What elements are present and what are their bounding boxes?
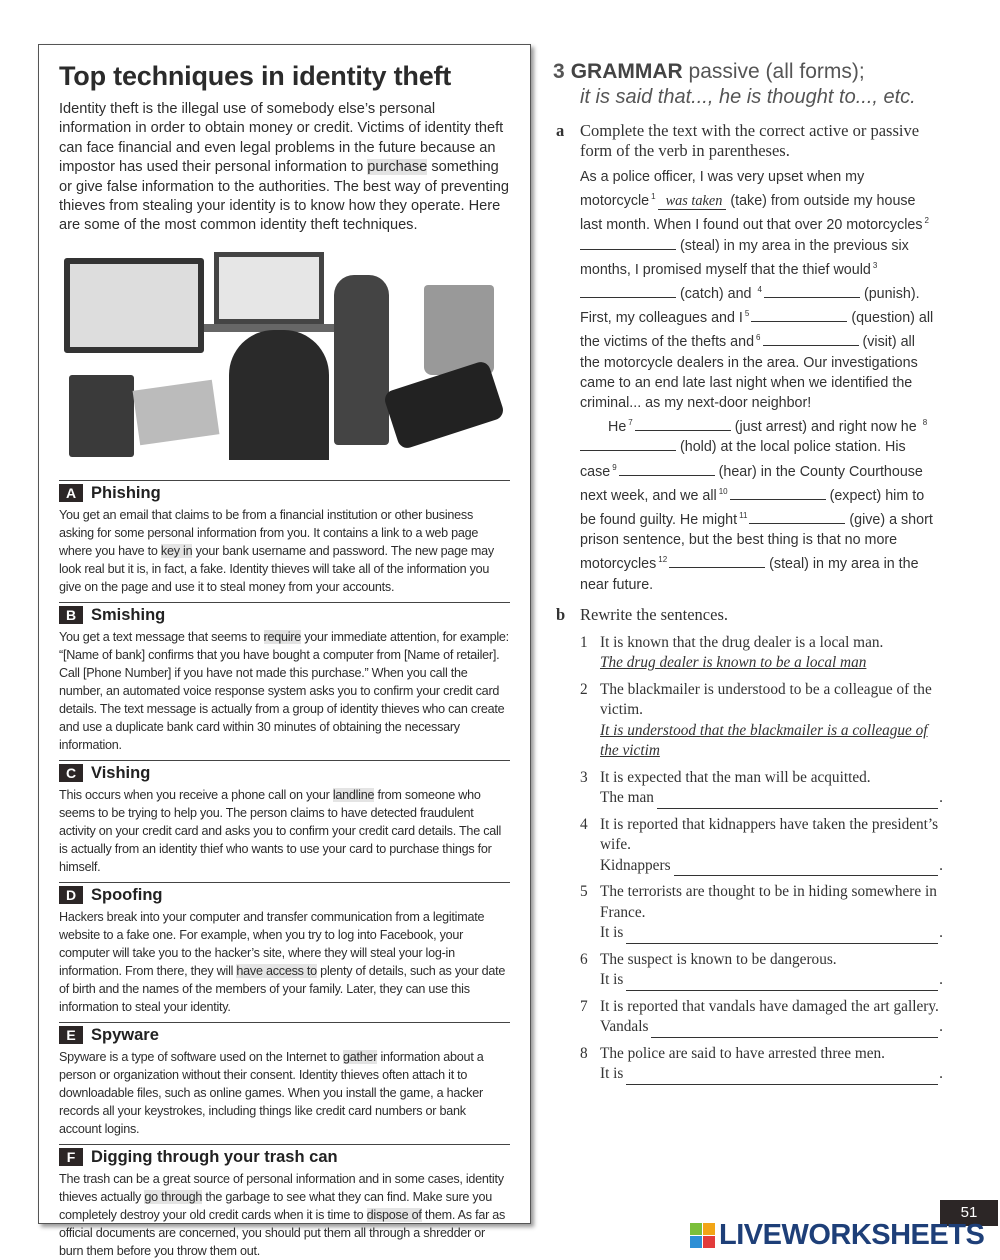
gap-12-input[interactable] [669, 554, 765, 568]
passage-text: (expect) him to be found guilty. He might [580, 487, 925, 529]
passage-text: (steal) in my area in the previous six months, I promised myself that the thief would [580, 237, 909, 278]
rewrite-item [580, 882, 943, 944]
answer-input[interactable] [651, 1024, 938, 1038]
section-body [59, 1170, 510, 1260]
gap-2-input[interactable] [580, 236, 676, 250]
thief-image [334, 275, 389, 445]
gap-8-input[interactable] [580, 437, 676, 451]
section-text: the garbage to see what they can find. Make sure you completely destroy your old credit cards when it is time to [59, 1189, 492, 1222]
rewrite-item [580, 768, 943, 809]
section-body [59, 628, 510, 754]
item-prompt: The suspect is known to be dangerous. [600, 950, 837, 968]
gap-1-answer[interactable]: was taken [658, 194, 727, 210]
section-body [59, 908, 510, 1016]
highlighted-word[interactable]: landline [332, 787, 375, 802]
item-number: 7 [580, 997, 588, 1015]
section-body [59, 786, 510, 876]
passport-image [69, 375, 134, 457]
gap-3-input[interactable] [580, 284, 676, 298]
section-title: Phishing [91, 483, 161, 502]
gap-number: 5 [744, 309, 750, 319]
businessman-phone-image [229, 330, 329, 460]
technique-section [59, 480, 510, 596]
section-text: your immediate attention, for example: “[Name of bank] confirms that you have bought a computer from [Name of retailer]. Call [Phone Number] if you have not made this purchase.” When you call the number, an automated voice response system asks you to confirm your credit card details. The text message is actually from a group of identity thieves who can create and use a duplicate bank card within 30 minutes of obtaining the necessary information. [59, 629, 509, 752]
passage-text: (give) a short prison sentence, but the best thing is that no more motorcycles [580, 512, 933, 573]
section-heading [59, 1026, 510, 1045]
section-text: You get an email that claims to be from a financial institution or other business asking for some personal information from you. It contains a link to a web page where you have to [59, 507, 479, 558]
gap-6-input[interactable] [763, 332, 859, 346]
answer-line[interactable]: The man . [600, 788, 943, 809]
section-heading [59, 764, 510, 783]
section-title: Digging through your trash can [91, 1147, 338, 1166]
section-text: your bank username and password. The new page may look real but it is, in fact, a fake. Identity thieves will take all of the information you give on the page and use it to steal money from your accounts. [59, 543, 494, 594]
section-text: Hackers break into your computer and transfer communication from a legitimate website to a fake one. For example, when you try to log into Facebook, your computer will take you to the hacker’s site, where they will steal your log-in information. From there, they will [59, 909, 485, 978]
instruction-text: Complete the text with the correct active or passive form of the verb in parentheses. [580, 121, 920, 160]
answer-start: The man [600, 789, 654, 807]
article-intro [59, 100, 510, 236]
part-b-instruction [553, 605, 943, 625]
item-prompt: The police are said to have arrested three men. [600, 1044, 885, 1062]
answer-start: It is [600, 971, 624, 989]
instruction-text: Rewrite the sentences. [580, 604, 728, 624]
section-heading [59, 886, 510, 905]
part-letter: a [556, 121, 565, 140]
section-letter: D [59, 886, 83, 904]
article-title: Top techniques in identity theft [59, 61, 452, 91]
highlighted-word[interactable]: purchase [367, 159, 428, 176]
answer-line[interactable]: Kidnappers . [600, 856, 943, 877]
highlighted-word[interactable]: go through [144, 1189, 203, 1204]
highlighted-word[interactable]: require [263, 629, 301, 644]
section-text: Spyware is a type of software used on the Internet to [59, 1049, 344, 1064]
gap-10-input[interactable] [730, 486, 826, 500]
section-text: You get a text message that seems to [59, 629, 264, 644]
answer-line[interactable]: It is . [600, 1064, 943, 1085]
gap-number: 1 [651, 192, 656, 202]
liveworksheets-logo[interactable] [690, 1219, 984, 1252]
section-title: Spoofing [91, 885, 163, 904]
part-a-instruction [553, 121, 943, 161]
answer-input[interactable] [657, 795, 938, 809]
section-title: Vishing [91, 763, 151, 782]
item-number: 3 [580, 768, 588, 786]
rewrite-item [580, 815, 943, 877]
gap-number: 2 [924, 216, 929, 226]
technique-section [59, 1022, 510, 1138]
gap-11-input[interactable] [749, 510, 845, 524]
answer-input[interactable] [626, 1071, 938, 1085]
section-text: from someone who seems to be trying to help you. The person claims to have detected fraudulent activity on your credit card and asks you to confirm your credit card details. The call is actually from an identity thief who wants to use your card to purchase things for himself. [59, 787, 502, 874]
intro-text: something or give false information to the authorities. The best way of preventing thieves from stealing your identity is to know how they operate. Here are some of the most common identity theft techniques. [59, 159, 509, 234]
page-number: 51 [940, 1200, 998, 1226]
rewrite-items [580, 633, 943, 1085]
passage-text: (visit) all the motorcycle dealers in the area. Our investigations came to an end late last night when we identified the criminal... as my next-door neighbor! [580, 334, 918, 412]
section-heading [59, 1148, 510, 1167]
grammar-label: GRAMMAR [570, 60, 683, 83]
item-answer[interactable]: The drug dealer is known to be a local man [600, 654, 867, 672]
item-number: 2 [580, 680, 588, 698]
gap-number: 6 [756, 333, 761, 343]
logo-text: LIVEWORKSHEETS [719, 1219, 985, 1251]
item-prompt: It is known that the drug dealer is a local man. [600, 633, 884, 651]
passage-text: He [608, 419, 627, 436]
reading-panel [38, 44, 531, 1258]
gap-number: 4 [757, 285, 762, 295]
grammar-topic: passive (all forms); [688, 60, 865, 83]
item-number: 6 [580, 950, 588, 968]
item-prompt: It is reported that kidnappers have taken the president’s wife. [600, 815, 939, 854]
passage-text: (punish). First, my colleagues and I [580, 286, 920, 327]
item-number: 1 [580, 633, 588, 651]
section-letter: F [59, 1148, 83, 1166]
section-text: plenty of details, such as your date of birth and the names of the members of your family. Later, they can use this information to steal your identity. [59, 963, 506, 1014]
rewrite-item [580, 997, 943, 1038]
item-number: 8 [580, 1044, 588, 1062]
section-letter: C [59, 764, 83, 782]
illustration-collage [64, 250, 509, 460]
item-prompt: The blackmailer is understood to be a colleague of the victim. [600, 680, 932, 719]
rewrite-item [580, 680, 943, 762]
passage-text: (take) from outside my house last month. When I found out that over 20 motorcycles [580, 193, 923, 234]
highlighted-word[interactable]: key in [160, 543, 193, 558]
exercise-column [553, 60, 943, 1091]
cloze-passage [580, 167, 935, 595]
section-title: Smishing [91, 605, 166, 624]
grammar-subtitle: it is said that..., he is thought to..., etc. [580, 86, 916, 108]
gap-number: 8 [922, 418, 928, 428]
item-number: 4 [580, 815, 588, 833]
passage-text: (hold) at the local police station. His case [580, 439, 906, 480]
part-letter: b [556, 604, 566, 624]
section-letter: A [59, 484, 83, 502]
logo-squares-icon [690, 1223, 715, 1248]
highlighted-word[interactable]: have access to [236, 963, 317, 978]
passage-text: (catch) and [679, 286, 752, 303]
gap-number: 12 [658, 555, 668, 565]
smartphone-image [382, 359, 505, 450]
gap-5-input[interactable] [751, 308, 847, 322]
item-prompt: It is expected that the man will be acquitted. [600, 768, 871, 786]
passage-text: (steal) in my area in the near future. [580, 556, 919, 593]
answer-start: It is [600, 924, 624, 942]
section-text: them. As far as official documents are concerned, you should put them all through a shredder or burn them before you throw them out. [59, 1207, 506, 1258]
gap-4-input[interactable] [764, 284, 860, 298]
intro-text: Identity theft is the illegal use of somebody else’s personal information in order to obtain money or credit. Victims of identity theft can face financial and even legal problems in the future because an impostor has used their personal information to [59, 101, 504, 176]
passage-text: (hear) in the County Courthouse next week, and we all [580, 463, 923, 504]
item-answer[interactable]: It is understood that the blackmailer is a colleague of the victim [600, 721, 928, 760]
section-letter: B [59, 606, 83, 624]
section-text: The trash can be a great source of personal information and in some cases, identity thieves actually [59, 1171, 504, 1204]
laptop-image [214, 252, 324, 324]
answer-start: Vandals [600, 1018, 649, 1036]
credit-cards-image [133, 380, 220, 446]
grammar-heading [553, 60, 943, 84]
answer-input[interactable] [626, 977, 938, 991]
highlighted-word[interactable]: gather [343, 1049, 378, 1064]
section-body [59, 506, 510, 596]
item-prompt: The terrorists are thought to be in hiding somewhere in France. [600, 883, 937, 921]
section-heading [59, 606, 510, 625]
gap-number: 10 [718, 486, 728, 496]
answer-input[interactable] [626, 930, 938, 944]
rewrite-item [580, 633, 943, 674]
gap-9-input[interactable] [619, 462, 715, 476]
rewrite-item [580, 1044, 943, 1085]
gap-7-input[interactable] [635, 417, 731, 431]
answer-start: It is [600, 1065, 624, 1083]
section-title: Spyware [91, 1025, 159, 1044]
gap-number: 3 [872, 260, 878, 270]
technique-section [59, 760, 510, 876]
item-number: 5 [580, 883, 588, 901]
item-prompt: It is reported that vandals have damaged the art gallery. [600, 997, 939, 1015]
gap-number: 11 [739, 511, 748, 521]
computer-monitor-image [64, 258, 204, 353]
rewrite-item [580, 950, 943, 991]
technique-section [59, 602, 510, 754]
exercise-number: 3 [553, 60, 565, 83]
passage-text: (just arrest) and right now he [734, 419, 917, 436]
technique-section [59, 882, 510, 1016]
section-text: This occurs when you receive a phone call on your [59, 787, 333, 802]
section-text: information about a person or organization without their consent. Identity thieves often attach it to downloadable files, such as online games. When you install the game, a hacker records all your keystrokes, including things like credit card numbers or bank account logins. [59, 1049, 484, 1136]
gap-number: 7 [628, 418, 633, 428]
answer-start: Kidnappers [600, 856, 671, 874]
technique-section [59, 1144, 510, 1260]
section-body [59, 1048, 510, 1138]
answer-line[interactable]: Vandals . [600, 1017, 943, 1038]
answer-input[interactable] [674, 862, 939, 876]
section-letter: E [59, 1026, 83, 1044]
passage-text: (question) all the victims of the thefts and [580, 310, 934, 351]
passage-text: As a police officer, I was very upset when my motorcycle [580, 169, 865, 210]
highlighted-word[interactable]: dispose of [366, 1207, 422, 1222]
gap-number: 9 [612, 462, 617, 472]
answer-line[interactable]: It is . [600, 923, 943, 944]
answer-line[interactable]: It is . [600, 970, 943, 991]
section-heading [59, 484, 510, 503]
